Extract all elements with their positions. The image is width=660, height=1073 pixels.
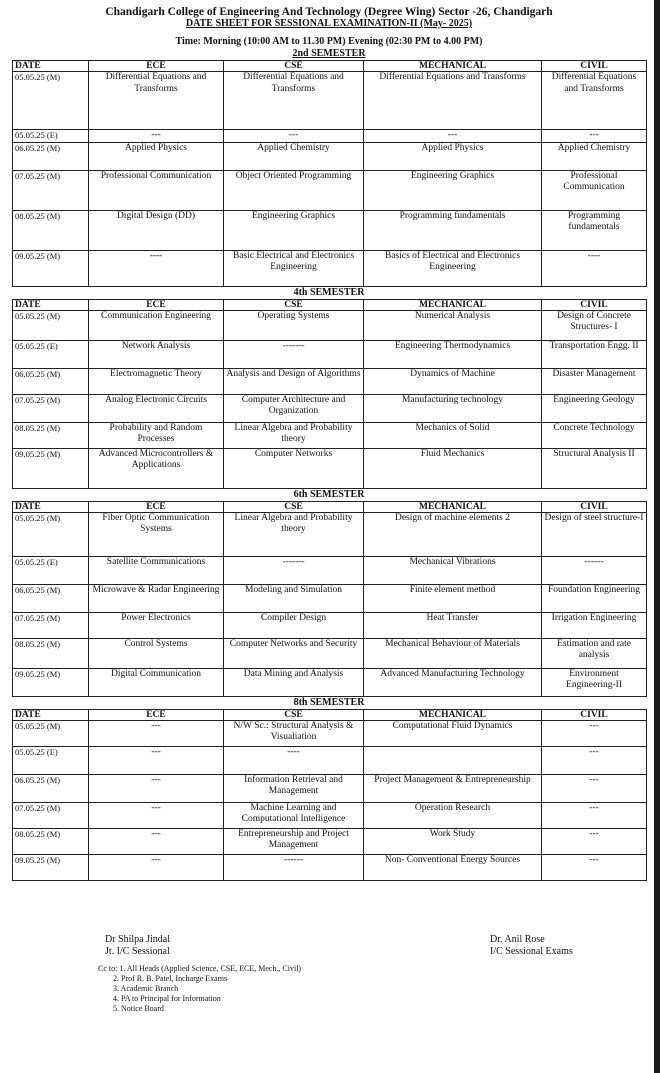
subject-civil: Estimation and rate analysis — [542, 638, 647, 668]
subject-mechanical: --- — [364, 130, 542, 143]
table-header-row — [13, 299, 647, 310]
table-row — [13, 802, 647, 828]
exam-date: 09.05.25 (M) — [13, 854, 89, 880]
column-header-mechanical: MECHANICAL — [364, 299, 542, 310]
subject-cse: Computer Architecture and Organization — [224, 394, 364, 422]
exam-date: 05.05.25 (M) — [13, 310, 89, 340]
copy-to-list — [98, 964, 301, 1014]
subject-cse: Analysis and Design of Algorithms — [224, 368, 364, 394]
exam-date: 05.05.25 (M) — [13, 72, 89, 130]
subject-cse: ------- — [224, 340, 364, 368]
subject-civil: --- — [542, 130, 647, 143]
exam-date: 05.05.25 (E) — [13, 340, 89, 368]
semester-tables — [12, 48, 646, 881]
subject-mechanical: Numerical Analysis — [364, 310, 542, 340]
table-header-row — [13, 709, 647, 720]
table-row — [13, 130, 647, 143]
subject-cse: Linear Algebra and Probability theory — [224, 422, 364, 448]
column-header-ece: ECE — [89, 501, 224, 512]
semester-title: 2nd SEMESTER — [292, 48, 366, 59]
subject-cse: Machine Learning and Computational Intelligence — [224, 802, 364, 828]
subject-civil: Structural Analysis II — [542, 448, 647, 488]
exam-date: 08.05.25 (M) — [13, 422, 89, 448]
subject-mechanical: Engineering Thermodynamics — [364, 340, 542, 368]
subject-mechanical: Advanced Manufacturing Technology — [364, 668, 542, 696]
subject-civil: Professional Communication — [542, 170, 647, 210]
subject-cse: ------ — [224, 854, 364, 880]
exam-date: 08.05.25 (M) — [13, 638, 89, 668]
table-row — [13, 170, 647, 210]
subject-cse: Basic Electrical and Electronics Engineering — [224, 250, 364, 286]
table-row — [13, 668, 647, 696]
exam-date: 07.05.25 (M) — [13, 612, 89, 638]
subject-ece: Probability and Random Processes — [89, 422, 224, 448]
subject-cse: Linear Algebra and Probability theory — [224, 512, 364, 556]
subject-mechanical: Basics of Electrical and Electronics Engineering — [364, 250, 542, 286]
exam-date: 06.05.25 (M) — [13, 142, 89, 170]
cc-item: 3. Academic Branch — [113, 984, 179, 993]
subject-cse: Computer Networks — [224, 448, 364, 488]
exam-date: 06.05.25 (M) — [13, 774, 89, 802]
column-header-date: DATE — [13, 299, 89, 310]
column-header-mechanical: MECHANICAL — [364, 61, 542, 72]
subject-ece: Digital Design (DD) — [89, 210, 224, 250]
semester-table — [12, 709, 647, 881]
subject-civil: Applied Chemistry — [542, 142, 647, 170]
subject-cse: Applied Chemistry — [224, 142, 364, 170]
datesheet-page — [12, 6, 646, 881]
column-header-date: DATE — [13, 501, 89, 512]
table-header-row — [13, 61, 647, 72]
table-row — [13, 720, 647, 746]
semester-table — [12, 501, 647, 697]
subject-cse: Computer Networks and Security — [224, 638, 364, 668]
subject-civil: --- — [542, 802, 647, 828]
subject-cse: Operating Systems — [224, 310, 364, 340]
subject-civil: ------ — [542, 556, 647, 584]
subject-mechanical: Programming fundamentals — [364, 210, 542, 250]
subject-ece: Power Electronics — [89, 612, 224, 638]
subject-mechanical: Mechanical Behaviour of Materials — [364, 638, 542, 668]
subject-ece: Professional Communication — [89, 170, 224, 210]
subject-cse: N/W Sc.: Structural Analysis & Visualiation — [224, 720, 364, 746]
subject-civil: Design of steel structure-I — [542, 512, 647, 556]
table-row — [13, 774, 647, 802]
semester-title: 4th SEMESTER — [293, 286, 365, 298]
table-row — [13, 512, 647, 556]
subject-cse: Information Retrieval and Management — [224, 774, 364, 802]
subject-ece: --- — [89, 802, 224, 828]
column-header-ece: ECE — [89, 61, 224, 72]
subject-mechanical: Manufacturing technology — [364, 394, 542, 422]
subject-ece: Advanced Microcontrollers & Applications — [89, 448, 224, 488]
column-header-ece: ECE — [89, 709, 224, 720]
subject-civil: ---- — [542, 250, 647, 286]
semester-table — [12, 299, 647, 489]
subject-cse: Entrepreneurship and Project Management — [224, 828, 364, 854]
exam-date: 05.05.25 (E) — [13, 746, 89, 774]
college-name: Chandigarh College of Engineering And Technology (Degree Wing) Sector -26, Chandigarh — [105, 6, 553, 18]
table-row — [13, 142, 647, 170]
subject-mechanical: Fluid Mechanics — [364, 448, 542, 488]
exam-date: 07.05.25 (M) — [13, 802, 89, 828]
subject-cse: ---- — [224, 746, 364, 774]
signatory-name: Dr Shilpa Jindal — [105, 934, 170, 945]
subject-civil: --- — [542, 720, 647, 746]
subject-ece: ---- — [89, 250, 224, 286]
column-header-cse: CSE — [224, 501, 364, 512]
subject-ece: --- — [89, 774, 224, 802]
exam-date: 05.05.25 (E) — [13, 130, 89, 143]
column-header-date: DATE — [13, 61, 89, 72]
table-row — [13, 584, 647, 612]
column-header-ece: ECE — [89, 299, 224, 310]
subject-ece: --- — [89, 720, 224, 746]
exam-date: 06.05.25 (M) — [13, 584, 89, 612]
subject-mechanical: Mechanical Vibrations — [364, 556, 542, 584]
exam-date: 08.05.25 (M) — [13, 828, 89, 854]
subject-ece: Analog Electronic Circuits — [89, 394, 224, 422]
subject-cse: ------- — [224, 556, 364, 584]
table-row — [13, 72, 647, 130]
subject-ece: --- — [89, 854, 224, 880]
subject-civil: Design of Concrete Structures- I — [542, 310, 647, 340]
exam-date: 09.05.25 (M) — [13, 668, 89, 696]
subject-ece: Network Analysis — [89, 340, 224, 368]
subject-cse: Differential Equations and Transforms — [224, 72, 364, 130]
table-row — [13, 210, 647, 250]
document-header — [12, 6, 646, 48]
subject-ece: Fiber Optic Communication Systems — [89, 512, 224, 556]
table-header-row — [13, 501, 647, 512]
subject-mechanical: Engineering Graphics — [364, 170, 542, 210]
subject-civil: Foundation Engineering — [542, 584, 647, 612]
subject-civil: --- — [542, 746, 647, 774]
cc-item: Cc to: 1. All Heads (Applied Science, CSE, ECE, Mech., Civil) — [98, 964, 302, 973]
exam-date: 05.05.25 (E) — [13, 556, 89, 584]
subject-ece: Communication Engineering — [89, 310, 224, 340]
cc-item: 2. Prof R. B. Patel, Incharge Exams — [113, 974, 228, 983]
subject-civil: Concrete Technology — [542, 422, 647, 448]
table-row — [13, 250, 647, 286]
subject-ece: Satellite Communications — [89, 556, 224, 584]
subject-civil: Engineering Geology — [542, 394, 647, 422]
semester-table — [12, 60, 647, 287]
subject-civil: Environment Engineering-II — [542, 668, 647, 696]
column-header-cse: CSE — [224, 299, 364, 310]
subject-mechanical: Dynamics of Machine — [364, 368, 542, 394]
subject-mechanical: Heat Transfer — [364, 612, 542, 638]
subject-mechanical: Design of machine elements 2 — [364, 512, 542, 556]
table-row — [13, 422, 647, 448]
column-header-mechanical: MECHANICAL — [364, 501, 542, 512]
subject-cse: Modeling and Simulation — [224, 584, 364, 612]
table-row — [13, 556, 647, 584]
column-header-civil: CIVIL — [542, 61, 647, 72]
subject-mechanical: Differential Equations and Transforms — [364, 72, 542, 130]
signature-right — [490, 934, 573, 958]
signatory-title: Jt. I/C Sessional — [105, 946, 170, 957]
exam-date: 07.05.25 (M) — [13, 394, 89, 422]
signatory-title: I/C Sessional Exams — [490, 946, 573, 957]
subject-mechanical: Mechanics of Solid — [364, 422, 542, 448]
column-header-cse: CSE — [224, 61, 364, 72]
subject-civil: Irrigation Engineering — [542, 612, 647, 638]
column-header-date: DATE — [13, 709, 89, 720]
subject-mechanical: Project Management & Entrepreneurship — [364, 774, 542, 802]
column-header-cse: CSE — [224, 709, 364, 720]
table-row — [13, 612, 647, 638]
subject-ece: --- — [89, 130, 224, 143]
exam-date: 05.05.25 (M) — [13, 720, 89, 746]
cc-item: 5. Notice Board — [113, 1004, 164, 1013]
table-row — [13, 368, 647, 394]
subject-civil: Programming fundamentals — [542, 210, 647, 250]
subject-civil: Differential Equations and Transforms — [542, 72, 647, 130]
table-row — [13, 394, 647, 422]
signature-left — [105, 934, 170, 958]
subject-ece: --- — [89, 746, 224, 774]
exam-date: 08.05.25 (M) — [13, 210, 89, 250]
subject-ece: --- — [89, 828, 224, 854]
subject-cse: Data Mining and Analysis — [224, 668, 364, 696]
subject-mechanical: Applied Physics — [364, 142, 542, 170]
table-row — [13, 310, 647, 340]
subject-ece: Control Systems — [89, 638, 224, 668]
exam-date: 09.05.25 (M) — [13, 448, 89, 488]
table-row — [13, 854, 647, 880]
exam-date: 05.05.25 (M) — [13, 512, 89, 556]
subject-mechanical: Operation Research — [364, 802, 542, 828]
subject-civil: --- — [542, 854, 647, 880]
subject-ece: Applied Physics — [89, 142, 224, 170]
column-header-civil: CIVIL — [542, 501, 647, 512]
table-row — [13, 828, 647, 854]
subject-ece: Digital Communication — [89, 668, 224, 696]
subject-ece: Electromagnetic Theory — [89, 368, 224, 394]
semester-title: 8th SEMESTER — [293, 696, 365, 708]
table-row — [13, 340, 647, 368]
column-header-civil: CIVIL — [542, 709, 647, 720]
cc-item: 4. PA to Principal for Information — [113, 994, 221, 1003]
column-header-civil: CIVIL — [542, 299, 647, 310]
subject-mechanical: Work Study — [364, 828, 542, 854]
subject-cse: Object Oriented Programming — [224, 170, 364, 210]
signatory-name: Dr. Anil Rose — [490, 934, 545, 945]
subject-mechanical — [364, 746, 542, 774]
subject-civil: Disaster Management — [542, 368, 647, 394]
column-header-mechanical: MECHANICAL — [364, 709, 542, 720]
table-row — [13, 638, 647, 668]
subject-civil: --- — [542, 828, 647, 854]
subject-mechanical: Non- Conventional Energy Sources — [364, 854, 542, 880]
datesheet-title: DATE SHEET FOR SESSIONAL EXAMINATION-II (May- 2025) — [185, 18, 473, 29]
table-row — [13, 746, 647, 774]
subject-cse: --- — [224, 130, 364, 143]
subject-civil: --- — [542, 774, 647, 802]
scan-edge — [654, 0, 660, 1073]
subject-ece: Microwave & Radar Engineering — [89, 584, 224, 612]
semester-title: 6th SEMESTER — [293, 488, 365, 500]
subject-mechanical: Computational Fluid Dynamics — [364, 720, 542, 746]
subject-cse: Compiler Design — [224, 612, 364, 638]
subject-cse: Engineering Graphics — [224, 210, 364, 250]
subject-civil: Transportation Engg. II — [542, 340, 647, 368]
table-row — [13, 448, 647, 488]
subject-mechanical: Finite element method — [364, 584, 542, 612]
exam-date: 06.05.25 (M) — [13, 368, 89, 394]
exam-date: 09.05.25 (M) — [13, 250, 89, 286]
subject-ece: Differential Equations and Transforms — [89, 72, 224, 130]
exam-timing: Time: Morning (10:00 AM to 11.30 PM) Evening (02:30 PM to 4.00 PM) — [175, 36, 483, 47]
exam-date: 07.05.25 (M) — [13, 170, 89, 210]
